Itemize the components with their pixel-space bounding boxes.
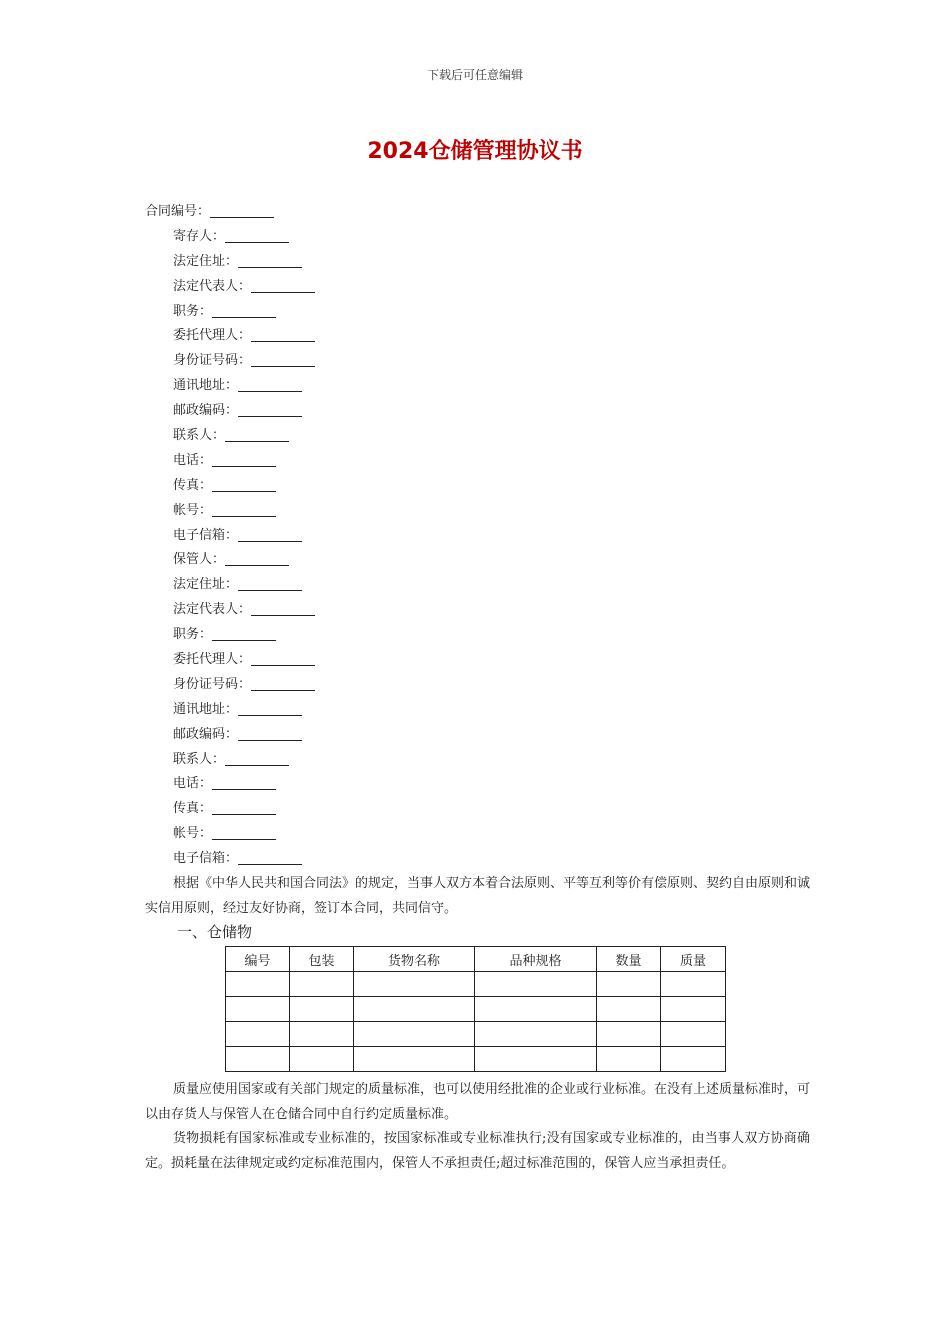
- field-label: 联系人：: [173, 428, 226, 444]
- field-row: [145, 275, 825, 300]
- section-heading-storage-goods: 一、仓储物: [177, 923, 253, 941]
- field-row: [145, 648, 825, 673]
- field-row: [145, 300, 825, 325]
- field-label: 法定住址：: [173, 577, 239, 593]
- field-label: 通讯地址：: [173, 701, 239, 717]
- field-blank-line[interactable]: [212, 775, 276, 790]
- table-cell[interactable]: [226, 997, 290, 1022]
- loss-paragraph: 货物损耗有国家标准或专业标准的，按国家标准或专业标准执行;没有国家或专业标准的，由当事人双方协商确定。损耗量在法律规定或约定标准范围内，保管人不承担责任;超过标准范围的，保管人应当承担责任。: [145, 1131, 810, 1171]
- field-label: 身份证号码：: [173, 353, 252, 369]
- table-cell[interactable]: [597, 997, 661, 1022]
- field-blank-line[interactable]: [238, 726, 302, 741]
- field-label: 电子信箱：: [173, 851, 239, 867]
- field-row: [145, 673, 825, 698]
- field-row: [145, 748, 825, 773]
- document-title: 2024仓储管理协议书: [367, 139, 583, 164]
- table-cell[interactable]: [226, 1022, 290, 1047]
- field-blank-line[interactable]: [238, 402, 302, 417]
- field-blank-line[interactable]: [238, 850, 302, 865]
- table-cell[interactable]: [354, 972, 475, 997]
- field-label: 电子信箱：: [173, 527, 239, 543]
- field-row: [145, 524, 825, 549]
- column-header-id: 编号: [226, 947, 290, 972]
- party-info-fields: [145, 200, 825, 872]
- field-row: [145, 499, 825, 524]
- field-label: 委托代理人：: [173, 652, 252, 668]
- field-row: [145, 225, 825, 250]
- field-blank-line[interactable]: [225, 751, 289, 766]
- field-row: [145, 424, 825, 449]
- table-row: [226, 997, 726, 1022]
- field-label: 职务：: [173, 627, 213, 643]
- field-label: 委托代理人：: [173, 328, 252, 344]
- table-cell[interactable]: [290, 1022, 354, 1047]
- table-cell[interactable]: [475, 997, 597, 1022]
- field-label: 传真：: [173, 477, 213, 493]
- field-blank-line[interactable]: [238, 527, 302, 542]
- table-row: [226, 1047, 726, 1072]
- table-cell[interactable]: [290, 972, 354, 997]
- field-blank-line[interactable]: [212, 452, 276, 467]
- field-row: [145, 847, 825, 872]
- field-blank-line[interactable]: [238, 377, 302, 392]
- field-label: 传真：: [173, 801, 213, 817]
- field-blank-line[interactable]: [212, 800, 276, 815]
- table-cell[interactable]: [661, 1022, 726, 1047]
- field-row: [145, 324, 825, 349]
- table-cell[interactable]: [354, 1022, 475, 1047]
- column-header-goods-name: 货物名称: [354, 947, 475, 972]
- table-row: [226, 972, 726, 997]
- field-blank-line[interactable]: [212, 502, 276, 517]
- field-row: [145, 573, 825, 598]
- column-header-quality: 质量: [661, 947, 726, 972]
- field-row: [145, 399, 825, 424]
- field-blank-line[interactable]: [238, 253, 302, 268]
- field-blank-line[interactable]: [225, 228, 289, 243]
- field-blank-line[interactable]: [238, 701, 302, 716]
- field-row: [145, 797, 825, 822]
- field-label: 法定住址：: [173, 253, 239, 269]
- field-row: [145, 623, 825, 648]
- table-cell[interactable]: [475, 1047, 597, 1072]
- field-row: [145, 250, 825, 275]
- field-blank-line[interactable]: [210, 203, 274, 218]
- field-row: [145, 548, 825, 573]
- table-cell[interactable]: [290, 1047, 354, 1072]
- field-label: 法定代表人：: [173, 278, 252, 294]
- field-blank-line[interactable]: [225, 427, 289, 442]
- intro-paragraph: 根据《中华人民共和国合同法》的规定，当事人双方本着合法原则、平等互利等价有偿原则、契约自由原则和诚实信用原则，经过友好协商，签订本合同，共同信守。: [145, 876, 811, 916]
- field-label: 电话：: [173, 776, 213, 792]
- field-label: 通讯地址：: [173, 378, 239, 394]
- field-label: 法定代表人：: [173, 602, 252, 618]
- table-cell[interactable]: [661, 972, 726, 997]
- header-note: 下载后可任意编辑: [426, 68, 523, 82]
- field-label: 邮政编码：: [173, 403, 239, 419]
- field-blank-line[interactable]: [225, 551, 289, 566]
- field-label: 合同编号：: [145, 204, 211, 219]
- column-header-packaging: 包装: [290, 947, 354, 972]
- quality-paragraph: 质量应使用国家或有关部门规定的质量标准，也可以使用经批准的企业或行业标准。在没有上述质量标准时，可以由存货人与保管人在仓储合同中自行约定质量标准。: [145, 1082, 811, 1122]
- field-label: 帐号：: [173, 826, 213, 842]
- field-blank-line[interactable]: [251, 278, 315, 293]
- field-blank-line[interactable]: [251, 327, 315, 342]
- field-row: [145, 698, 825, 723]
- table-cell[interactable]: [661, 997, 726, 1022]
- field-blank-line[interactable]: [212, 825, 276, 840]
- table-cell[interactable]: [290, 997, 354, 1022]
- table-cell[interactable]: [475, 1022, 597, 1047]
- table-cell[interactable]: [354, 1047, 475, 1072]
- field-label: 帐号：: [173, 502, 213, 518]
- column-header-quantity: 数量: [597, 947, 661, 972]
- field-blank-line[interactable]: [251, 676, 315, 691]
- field-label: 联系人：: [173, 751, 226, 767]
- field-row: [145, 772, 825, 797]
- field-blank-line[interactable]: [212, 303, 276, 318]
- field-label: 寄存人：: [173, 228, 226, 244]
- field-label: 电话：: [173, 452, 213, 468]
- field-blank-line[interactable]: [251, 352, 315, 367]
- field-blank-line[interactable]: [212, 477, 276, 492]
- field-blank-line[interactable]: [212, 626, 276, 641]
- field-row: [145, 723, 825, 748]
- field-blank-line[interactable]: [238, 576, 302, 591]
- field-row: [145, 822, 825, 847]
- field-blank-line[interactable]: [251, 601, 315, 616]
- table-cell[interactable]: [226, 1047, 290, 1072]
- table-cell[interactable]: [597, 1047, 661, 1072]
- column-header-specification: 品种规格: [475, 947, 597, 972]
- field-row: [145, 474, 825, 499]
- field-row: [145, 598, 825, 623]
- storage-goods-table: [225, 946, 726, 1072]
- field-row: [145, 200, 825, 225]
- field-label: 邮政编码：: [173, 726, 239, 742]
- field-label: 身份证号码：: [173, 676, 252, 692]
- table-cell[interactable]: [475, 972, 597, 997]
- field-row: [145, 449, 825, 474]
- field-label: 保管人：: [173, 552, 226, 568]
- table-cell[interactable]: [597, 1022, 661, 1047]
- table-cell[interactable]: [226, 972, 290, 997]
- table-cell[interactable]: [597, 972, 661, 997]
- field-row: [145, 374, 825, 399]
- field-label: 职务：: [173, 303, 213, 319]
- field-row: [145, 349, 825, 374]
- field-blank-line[interactable]: [251, 651, 315, 666]
- table-cell[interactable]: [354, 997, 475, 1022]
- table-cell[interactable]: [661, 1047, 726, 1072]
- table-header-row: [226, 947, 726, 972]
- table-row: [226, 1022, 726, 1047]
